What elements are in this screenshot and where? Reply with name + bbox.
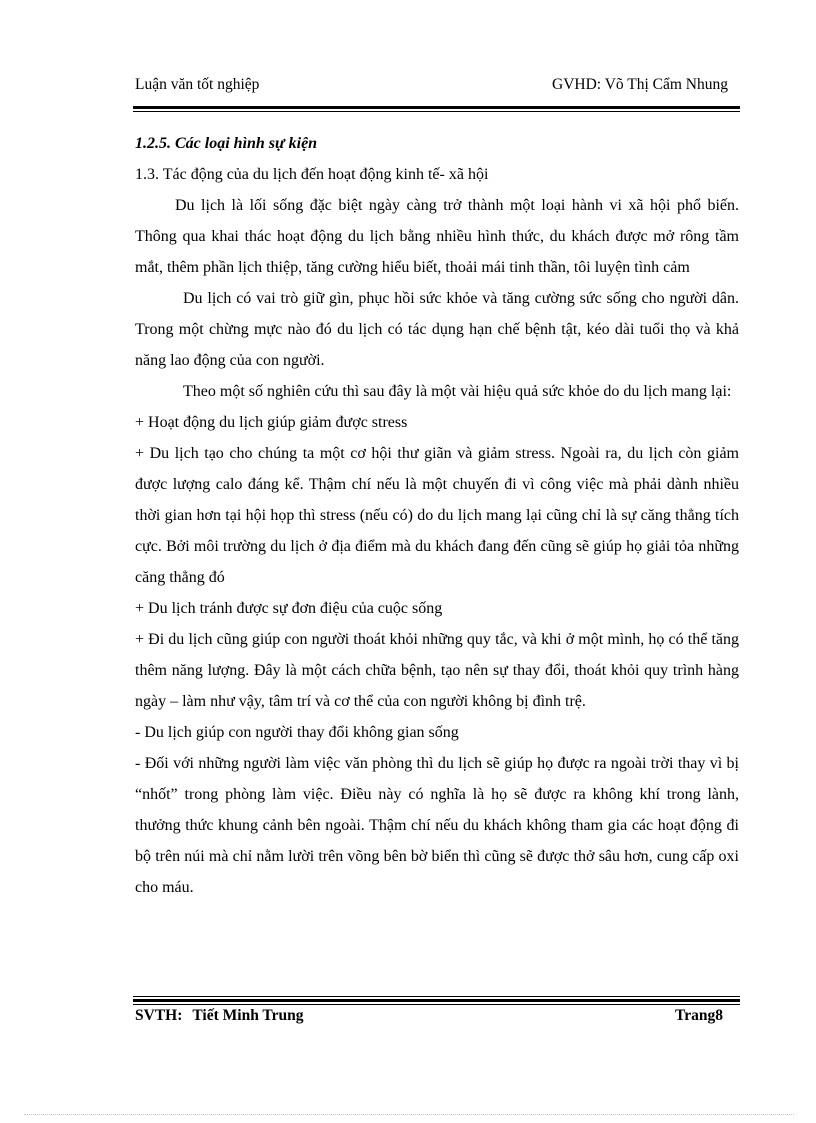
header-right: GVHD: Võ Thị Cẩm Nhung xyxy=(552,76,728,93)
list-item: + Du lịch tạo cho chúng ta một cơ hội thư giãn và giảm stress. Ngoài ra, du lịch còn giảm được lượng calo đáng kể. Thậm chí nếu là một chuyến đi vì công việc mà phải dành nhiều thời gian hơn tại hội họp thì stress (nếu có) do du lịch mang lại cũng chỉ là sự căng thẳng tích cực. Bởi môi trường du lịch ở địa điểm mà du khách đang đến cũng sẽ giúp họ giải tỏa những căng thẳng đó xyxy=(135,445,739,586)
page-break-line xyxy=(24,1114,794,1115)
list-item: + Du lịch tránh được sự đơn điệu của cuộc sống xyxy=(135,600,443,617)
page-header xyxy=(135,76,728,94)
header-rule-thick xyxy=(133,106,740,109)
footer-author xyxy=(135,1007,304,1025)
list-item: - Đối với những người làm việc văn phòng thì du lịch sẽ giúp họ được ra ngoài trời thay vì bị “nhốt” trong phòng làm việc. Điều này có nghĩa là họ sẽ được ra không khí trong lành, thưởng thức khung cảnh bên ngoài. Thậm chí nếu du khách không tham gia các hoạt động đi bộ trên núi mà chỉ nằm lười trên võng bên bờ biển thì cũng sẽ được thở sâu hơn, cung cấp oxi cho máu. xyxy=(135,755,739,896)
list-item: + Đi du lịch cũng giúp con người thoát khỏi những quy tắc, và khi ở một mình, họ có thể tăng thêm năng lượng. Đây là một cách chữa bệnh, tạo nên sự thay đổi, thoát khỏi quy trình hàng ngày – làm như vậy, tâm trí và cơ thể của con người không bị đình trệ. xyxy=(135,631,739,710)
footer-label: SVTH: xyxy=(135,1007,183,1024)
paragraph-3: Theo một số nghiên cứu thì sau đây là một vài hiệu quả sức khỏe do du lịch mang lại: xyxy=(183,383,732,400)
section-heading-1-2-5: 1.2.5. Các loại hình sự kiện xyxy=(135,135,318,152)
footer-rule-thin-bottom xyxy=(133,1004,740,1005)
list-item: + Hoạt động du lịch giúp giảm được stress xyxy=(135,414,408,431)
header-left: Luận văn tốt nghiệp xyxy=(135,76,260,93)
section-heading-1-3: 1.3. Tác động của du lịch đến hoạt động kinh tế- xã hội xyxy=(135,166,489,183)
paragraph-2: Du lịch có vai trò giữ gìn, phục hồi sức khỏe và tăng cường sức sống cho người dân. Trong một chừng mực nào đó du lịch có tác dụng hạn chế bệnh tật, kéo dài tuổi thọ và khả năng lao động của con người. xyxy=(135,290,739,369)
page-number: Trang8 xyxy=(675,1007,723,1024)
paragraph-1: Du lịch là lối sống đặc biệt ngày càng trở thành một loại hành vi xã hội phổ biến. Thông qua khai thác hoạt động du lịch bằng nhiều hình thức, du khách được mở rông tầm mắt, thêm phần lịch thiệp, tăng cường hiểu biết, thoải mái tinh thần, tôi luyện tình cảm xyxy=(135,197,739,276)
footer-name: Tiết Minh Trung xyxy=(192,1007,304,1024)
header-rule-thin xyxy=(133,111,740,112)
page-footer xyxy=(135,1007,723,1025)
page-body xyxy=(135,128,739,903)
list-item: - Du lịch giúp con người thay đổi không gian sống xyxy=(135,724,459,741)
footer-rule-thick xyxy=(133,999,740,1002)
footer-rule-thin-top xyxy=(133,996,740,997)
